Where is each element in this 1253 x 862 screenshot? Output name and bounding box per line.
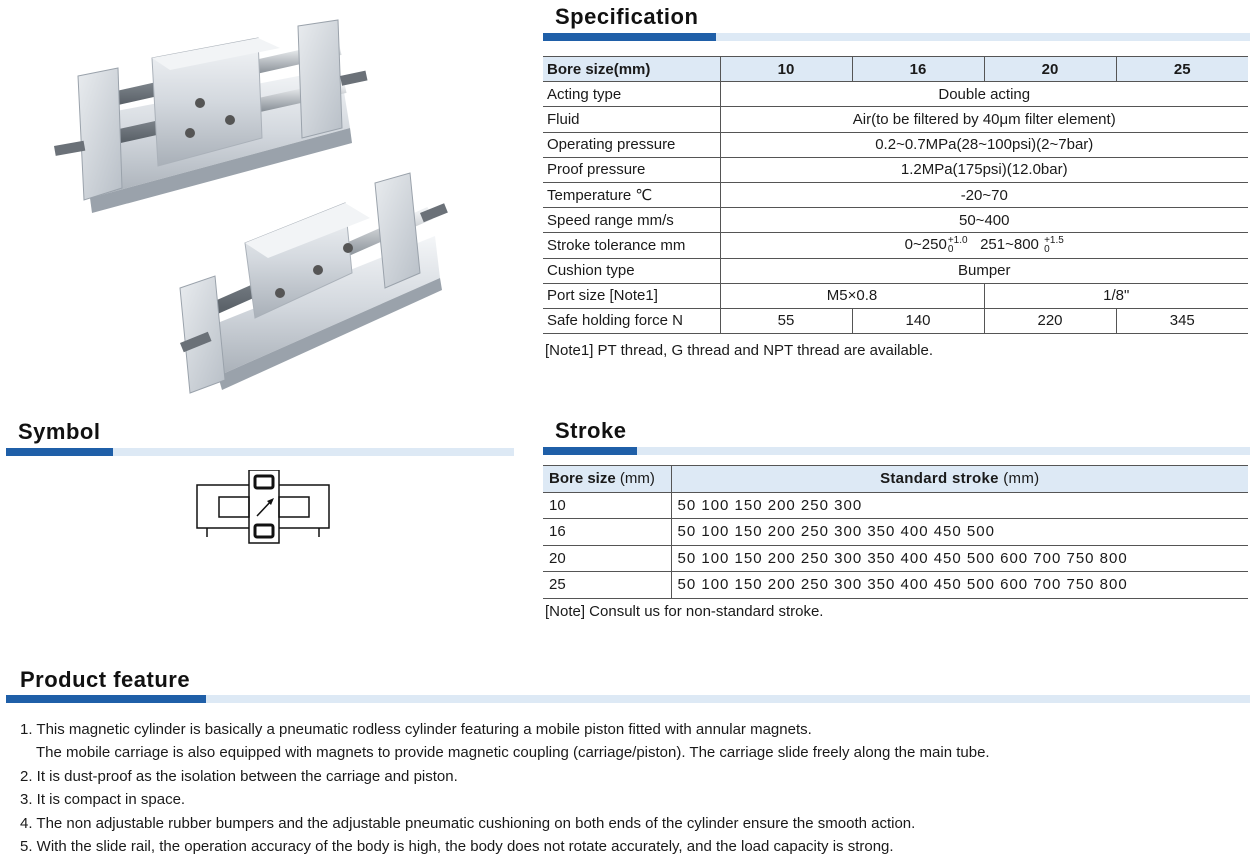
feature-item-5: 5. With the slide rail, the operation accuracy of the body is high, the body does not rotate accurately, and the load capacity is strong. (20, 838, 894, 856)
specification-title: Specification (555, 4, 699, 29)
spec-row-temperature: Temperature ℃ -20~70 (543, 182, 1248, 207)
bore-10: 10 (720, 57, 852, 82)
stroke-header-row (543, 466, 1248, 493)
spec-note: [Note1] PT thread, G thread and NPT thread are available. (545, 342, 934, 359)
stroke-title-bar (543, 447, 1250, 455)
specification-table (543, 56, 1248, 334)
spec-row-stroke-tolerance: Stroke tolerance mm 0~250+1.0 0 251~800 +1.5 0 (543, 233, 1248, 258)
stroke-standard-header: Standard stroke (mm) (671, 466, 1248, 493)
stroke-row-25: 25 50 100 150 200 250 300 350 400 450 500 600 700 750 800 (543, 572, 1248, 599)
tolerance-2: +1.5 0 (1044, 235, 1064, 256)
upper-cylinder (54, 20, 368, 213)
feature-item-1-cont: The mobile carriage is also equipped with magnets to provide magnetic coupling (carriage/piston). The carriage slide freely along the main tube. (36, 744, 990, 762)
bore-size-header: Bore size(mm) (543, 57, 720, 82)
symbol-title: Symbol (18, 419, 101, 444)
stroke-title: Stroke (555, 418, 627, 443)
spec-row-acting-type: Acting type Double acting (543, 82, 1248, 107)
cylinder-symbol (195, 470, 335, 545)
spec-row-speed-range: Speed range mm/s 50~400 (543, 208, 1248, 233)
stroke-bore-header: Bore size (mm) (543, 466, 671, 493)
product-photos (40, 8, 460, 403)
feature-title: Product feature (20, 667, 191, 692)
spec-header-row (543, 57, 1248, 82)
tolerance-1: +1.0 0 (947, 235, 968, 256)
feature-item-1: 1. This magnetic cylinder is basically a pneumatic rodless cylinder featuring a mobile piston fitted with annular magnets. (20, 721, 812, 738)
feature-item-4: 4. The non adjustable rubber bumpers and the adjustable pneumatic cushioning on both ends of the cylinder ensure the smooth action. (20, 814, 916, 832)
feature-list (20, 718, 990, 858)
spec-row-cushion-type: Cushion type Bumper (543, 258, 1248, 283)
feature-item-3: 3. It is compact in space. (20, 791, 186, 809)
stroke-note: [Note] Consult us for non-standard stroke. (545, 603, 824, 620)
feature-item-2: 2. It is dust-proof as the isolation between the carriage and piston. (20, 767, 458, 785)
spec-row-port-size: Port size [Note1] M5×0.8 1/8" (543, 283, 1248, 308)
spec-row-proof-pressure: Proof pressure 1.2MPa(175psi)(12.0bar) (543, 157, 1248, 182)
stroke-table (543, 465, 1248, 599)
symbol-title-bar (6, 448, 514, 456)
bore-20: 20 (984, 57, 1116, 82)
feature-title-bar (6, 695, 1250, 703)
specification-title-bar (543, 33, 1250, 41)
stroke-row-20: 20 50 100 150 200 250 300 350 400 450 500 600 700 750 800 (543, 545, 1248, 572)
spec-row-fluid: Fluid Air(to be filtered by 40μm filter element) (543, 107, 1248, 132)
bore-16: 16 (852, 57, 984, 82)
lower-cylinder (180, 173, 448, 393)
cylinder-illustration (40, 8, 460, 403)
stroke-row-16: 16 50 100 150 200 250 300 350 400 450 500 (543, 519, 1248, 546)
spec-row-operating-pressure: Operating pressure 0.2~0.7MPa(28~100psi)(2~7bar) (543, 132, 1248, 157)
bore-25: 25 (1116, 57, 1248, 82)
spec-row-holding-force: Safe holding force N 55 140 220 345 (543, 308, 1248, 333)
stroke-row-10: 10 50 100 150 200 250 300 (543, 492, 1248, 519)
